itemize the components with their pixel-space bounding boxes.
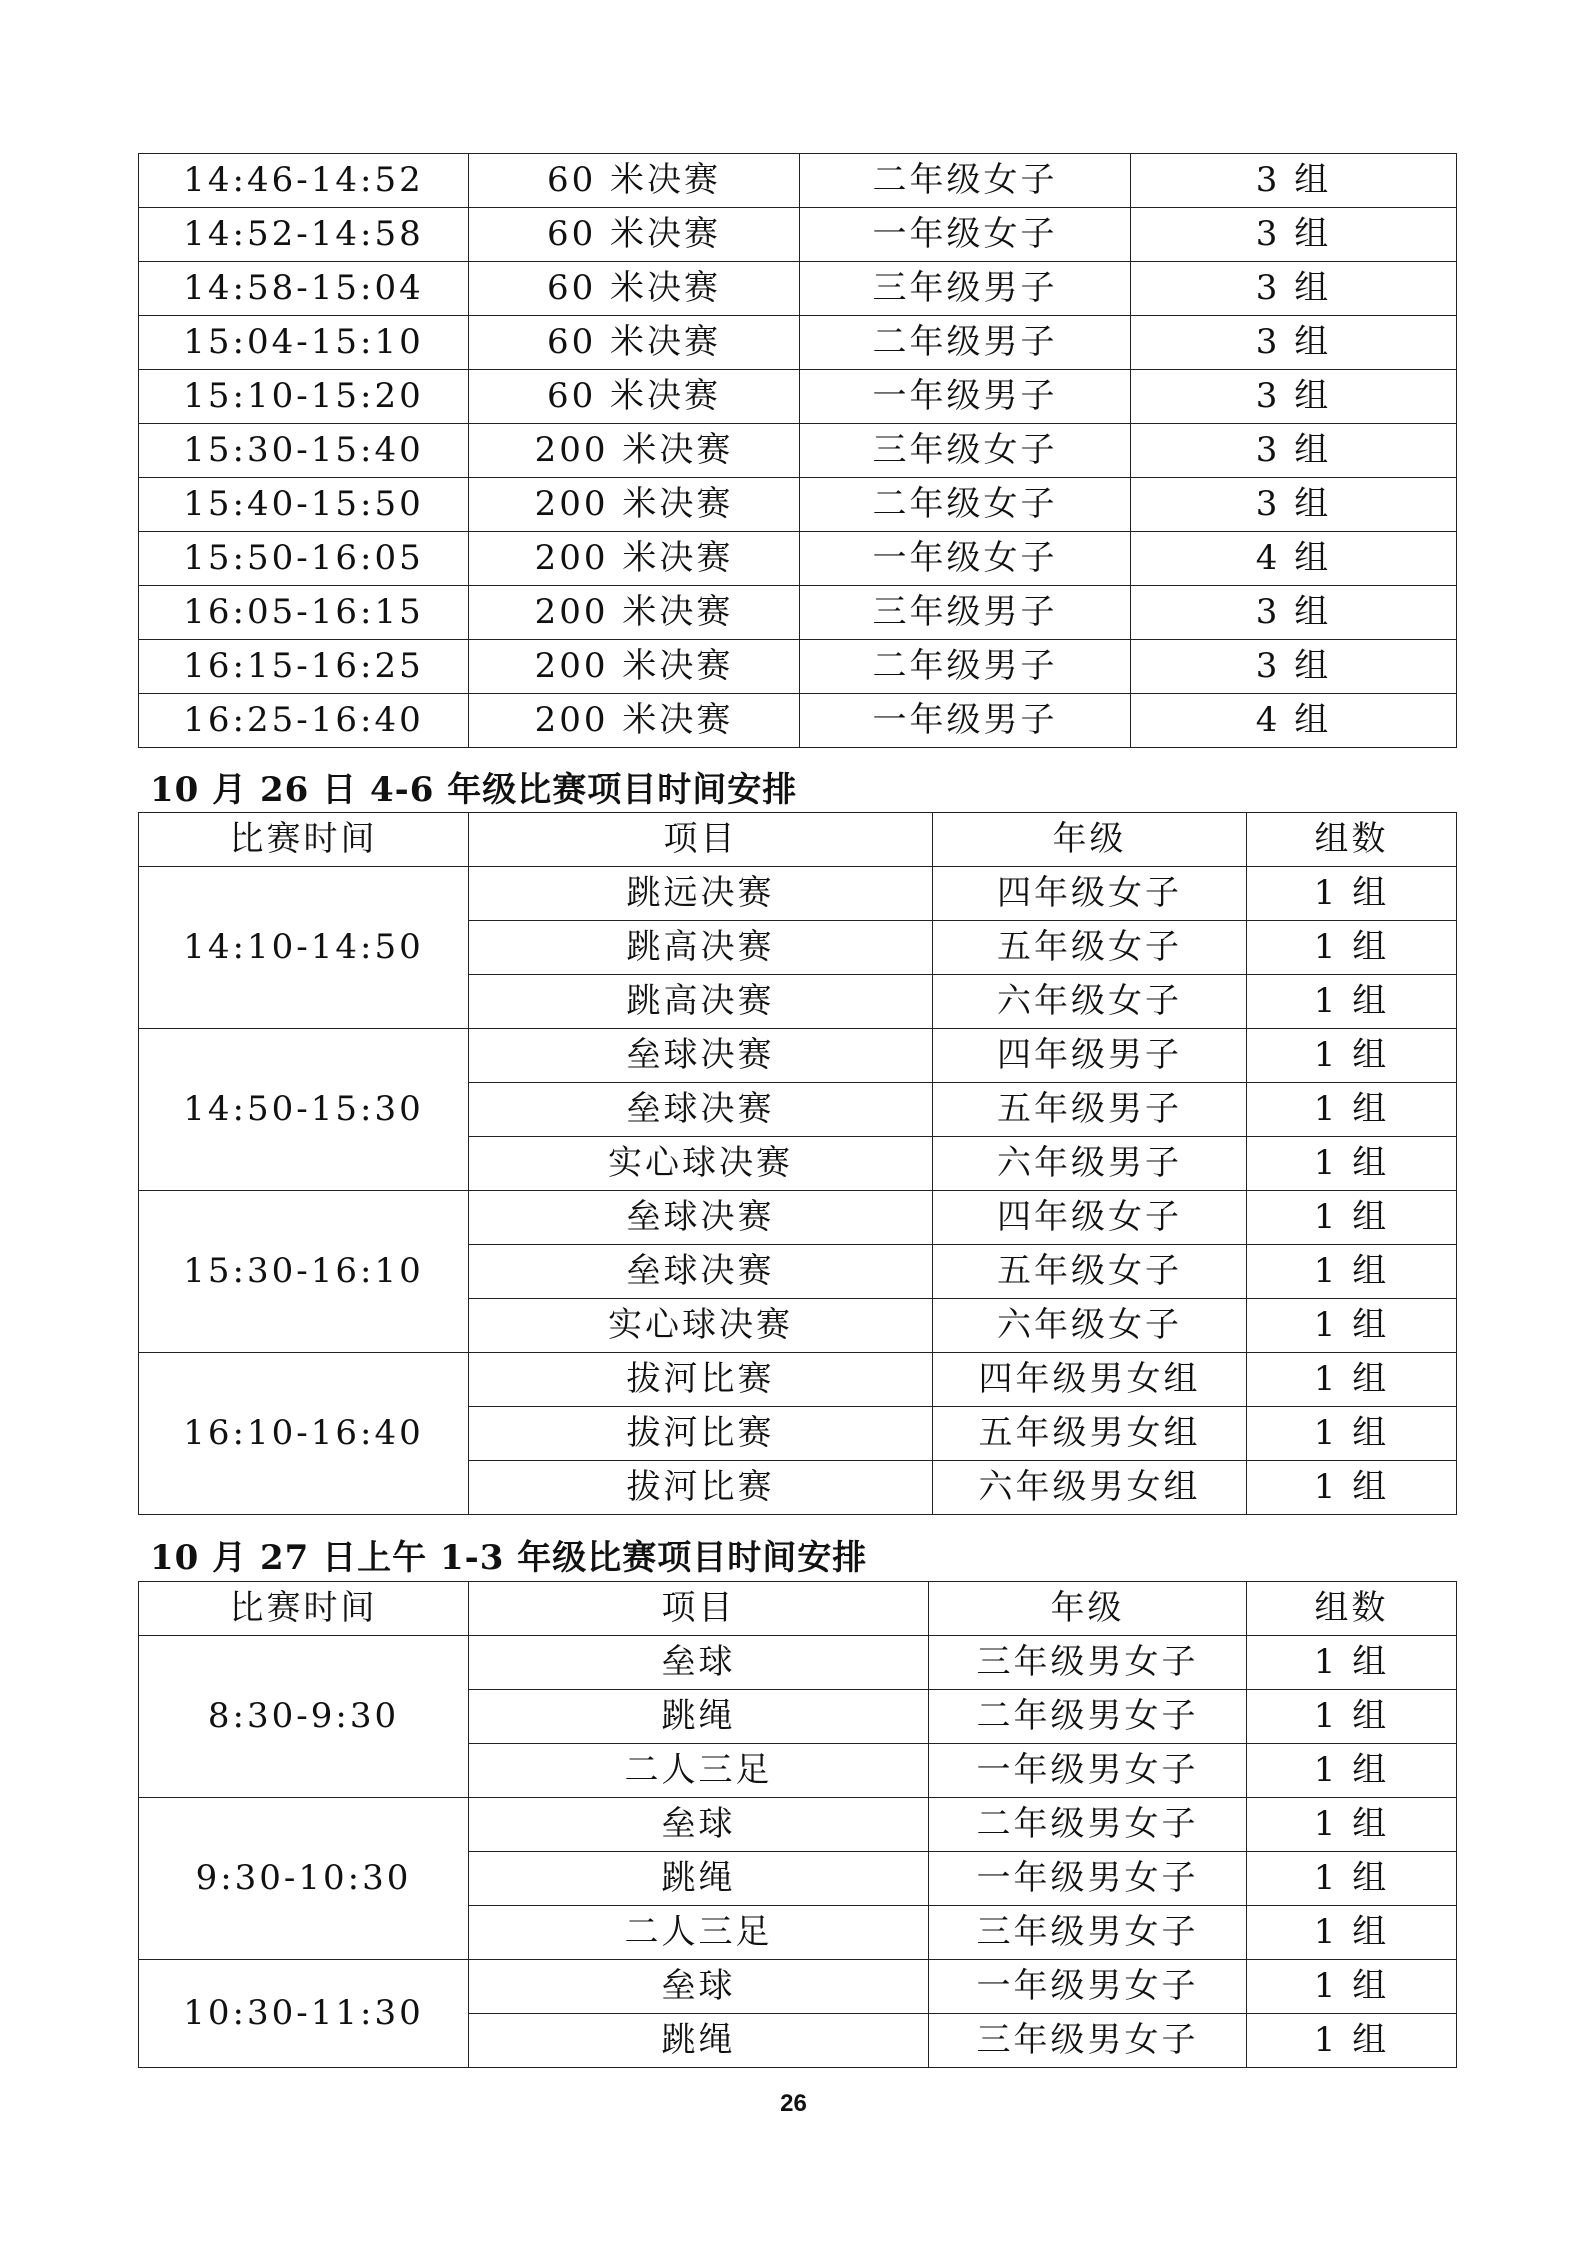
time-cell: 15:40-15:50 (139, 478, 469, 532)
grade-cell: 一年级女子 (800, 532, 1131, 586)
groups-cell: 4 组 (1131, 694, 1457, 748)
event-cell: 60 米决赛 (469, 370, 800, 424)
grade-cell: 五年级女子 (933, 921, 1247, 975)
grade-cell: 二年级男子 (800, 316, 1131, 370)
grade-cell: 一年级男女子 (929, 1960, 1247, 2014)
groups-cell: 3 组 (1131, 640, 1457, 694)
table-row (139, 478, 1457, 532)
grade-cell: 二年级男子 (800, 640, 1131, 694)
column-header: 组数 (1247, 1582, 1457, 1636)
grade-cell: 四年级女子 (933, 1191, 1247, 1245)
column-header: 项目 (469, 1582, 929, 1636)
time-cell: 16:15-16:25 (139, 640, 469, 694)
event-cell: 跳绳 (469, 1690, 929, 1744)
groups-cell: 1 组 (1247, 1299, 1457, 1353)
grade-cell: 六年级男子 (933, 1137, 1247, 1191)
time-cell: 15:50-16:05 (139, 532, 469, 586)
time-cell: 15:30-15:40 (139, 424, 469, 478)
event-cell: 跳远决赛 (469, 867, 933, 921)
groups-cell: 3 组 (1131, 208, 1457, 262)
grade-cell: 二年级男女子 (929, 1798, 1247, 1852)
grade-cell: 一年级男女子 (929, 1852, 1247, 1906)
time-cell: 14:58-15:04 (139, 262, 469, 316)
table-row (139, 586, 1457, 640)
grade-cell: 六年级女子 (933, 975, 1247, 1029)
groups-cell: 1 组 (1247, 1461, 1457, 1515)
table-row (139, 532, 1457, 586)
grade-cell: 四年级男子 (933, 1029, 1247, 1083)
event-cell: 拔河比赛 (469, 1407, 933, 1461)
grade-cell: 三年级女子 (800, 424, 1131, 478)
section-heading-oct26: 10 月 26 日 4-6 年级比赛项目时间安排 (150, 770, 798, 810)
event-cell: 跳高决赛 (469, 975, 933, 1029)
schedule-table-oct26 (138, 812, 1457, 1515)
section-heading-oct27: 10 月 27 日上午 1-3 年级比赛项目时间安排 (150, 1538, 868, 1578)
table-row (139, 694, 1457, 748)
grade-cell: 四年级女子 (933, 867, 1247, 921)
table-row (139, 1636, 1457, 1690)
header-row (139, 813, 1457, 867)
groups-cell: 1 组 (1247, 1083, 1457, 1137)
table-row (139, 262, 1457, 316)
groups-cell: 3 组 (1131, 424, 1457, 478)
schedule-table-continued (138, 153, 1457, 748)
table-row (139, 1191, 1457, 1245)
time-cell: 15:04-15:10 (139, 316, 469, 370)
event-cell: 拔河比赛 (469, 1461, 933, 1515)
groups-cell: 1 组 (1247, 1744, 1457, 1798)
table-row (139, 640, 1457, 694)
column-header: 年级 (933, 813, 1247, 867)
event-cell: 200 米决赛 (469, 694, 800, 748)
table-row (139, 1960, 1457, 2014)
event-cell: 跳绳 (469, 1852, 929, 1906)
event-cell: 实心球决赛 (469, 1299, 933, 1353)
groups-cell: 1 组 (1247, 1407, 1457, 1461)
table-row (139, 208, 1457, 262)
column-header: 年级 (929, 1582, 1247, 1636)
time-cell: 15:10-15:20 (139, 370, 469, 424)
table-row (139, 154, 1457, 208)
time-cell: 16:05-16:15 (139, 586, 469, 640)
time-cell: 14:52-14:58 (139, 208, 469, 262)
event-cell: 垒球决赛 (469, 1191, 933, 1245)
schedule-table-oct27 (138, 1581, 1457, 2068)
event-cell: 200 米决赛 (469, 586, 800, 640)
grade-cell: 一年级男子 (800, 370, 1131, 424)
groups-cell: 1 组 (1247, 1798, 1457, 1852)
groups-cell: 3 组 (1131, 586, 1457, 640)
groups-cell: 1 组 (1247, 867, 1457, 921)
event-cell: 60 米决赛 (469, 316, 800, 370)
column-header: 比赛时间 (139, 813, 469, 867)
event-cell: 垒球 (469, 1798, 929, 1852)
groups-cell: 3 组 (1131, 478, 1457, 532)
event-cell: 跳高决赛 (469, 921, 933, 975)
groups-cell: 1 组 (1247, 1852, 1457, 1906)
table-row (139, 370, 1457, 424)
groups-cell: 3 组 (1131, 262, 1457, 316)
time-cell: 14:50-15:30 (139, 1029, 469, 1191)
grade-cell: 四年级男女组 (933, 1353, 1247, 1407)
time-cell: 10:30-11:30 (139, 1960, 469, 2068)
event-cell: 垒球决赛 (469, 1083, 933, 1137)
event-cell: 200 米决赛 (469, 424, 800, 478)
grade-cell: 六年级男女组 (933, 1461, 1247, 1515)
column-header: 项目 (469, 813, 933, 867)
table-row (139, 867, 1457, 921)
event-cell: 60 米决赛 (469, 262, 800, 316)
grade-cell: 三年级男女子 (929, 1906, 1247, 1960)
table-row (139, 1353, 1457, 1407)
header-row (139, 1582, 1457, 1636)
event-cell: 60 米决赛 (469, 208, 800, 262)
table-row (139, 316, 1457, 370)
column-header: 比赛时间 (139, 1582, 469, 1636)
groups-cell: 1 组 (1247, 1353, 1457, 1407)
event-cell: 垒球 (469, 1636, 929, 1690)
event-cell: 200 米决赛 (469, 640, 800, 694)
groups-cell: 4 组 (1131, 532, 1457, 586)
groups-cell: 1 组 (1247, 1960, 1457, 2014)
time-cell: 16:25-16:40 (139, 694, 469, 748)
grade-cell: 一年级男子 (800, 694, 1131, 748)
grade-cell: 三年级男子 (800, 262, 1131, 316)
event-cell: 跳绳 (469, 2014, 929, 2068)
event-cell: 垒球决赛 (469, 1029, 933, 1083)
groups-cell: 1 组 (1247, 1029, 1457, 1083)
event-cell: 200 米决赛 (469, 478, 800, 532)
groups-cell: 1 组 (1247, 1636, 1457, 1690)
grade-cell: 五年级男女组 (933, 1407, 1247, 1461)
groups-cell: 3 组 (1131, 370, 1457, 424)
table-row (139, 1029, 1457, 1083)
time-cell: 15:30-16:10 (139, 1191, 469, 1353)
event-cell: 拔河比赛 (469, 1353, 933, 1407)
event-cell: 实心球决赛 (469, 1137, 933, 1191)
page-number: 26 (780, 2090, 807, 2117)
groups-cell: 3 组 (1131, 154, 1457, 208)
grade-cell: 三年级男子 (800, 586, 1131, 640)
time-cell: 9:30-10:30 (139, 1798, 469, 1960)
groups-cell: 1 组 (1247, 1137, 1457, 1191)
event-cell: 二人三足 (469, 1744, 929, 1798)
groups-cell: 1 组 (1247, 975, 1457, 1029)
grade-cell: 三年级男女子 (929, 2014, 1247, 2068)
groups-cell: 3 组 (1131, 316, 1457, 370)
grade-cell: 一年级女子 (800, 208, 1131, 262)
event-cell: 二人三足 (469, 1906, 929, 1960)
time-cell: 14:46-14:52 (139, 154, 469, 208)
groups-cell: 1 组 (1247, 1245, 1457, 1299)
grade-cell: 三年级男女子 (929, 1636, 1247, 1690)
event-cell: 垒球决赛 (469, 1245, 933, 1299)
groups-cell: 1 组 (1247, 1906, 1457, 1960)
column-header: 组数 (1247, 813, 1457, 867)
time-cell: 8:30-9:30 (139, 1636, 469, 1798)
groups-cell: 1 组 (1247, 2014, 1457, 2068)
time-cell: 14:10-14:50 (139, 867, 469, 1029)
groups-cell: 1 组 (1247, 1191, 1457, 1245)
grade-cell: 一年级男女子 (929, 1744, 1247, 1798)
grade-cell: 五年级女子 (933, 1245, 1247, 1299)
grade-cell: 二年级女子 (800, 154, 1131, 208)
event-cell: 垒球 (469, 1960, 929, 2014)
groups-cell: 1 组 (1247, 1690, 1457, 1744)
grade-cell: 二年级女子 (800, 478, 1131, 532)
time-cell: 16:10-16:40 (139, 1353, 469, 1515)
table-row (139, 1798, 1457, 1852)
table-row (139, 424, 1457, 478)
grade-cell: 二年级男女子 (929, 1690, 1247, 1744)
grade-cell: 六年级女子 (933, 1299, 1247, 1353)
groups-cell: 1 组 (1247, 921, 1457, 975)
grade-cell: 五年级男子 (933, 1083, 1247, 1137)
event-cell: 200 米决赛 (469, 532, 800, 586)
event-cell: 60 米决赛 (469, 154, 800, 208)
